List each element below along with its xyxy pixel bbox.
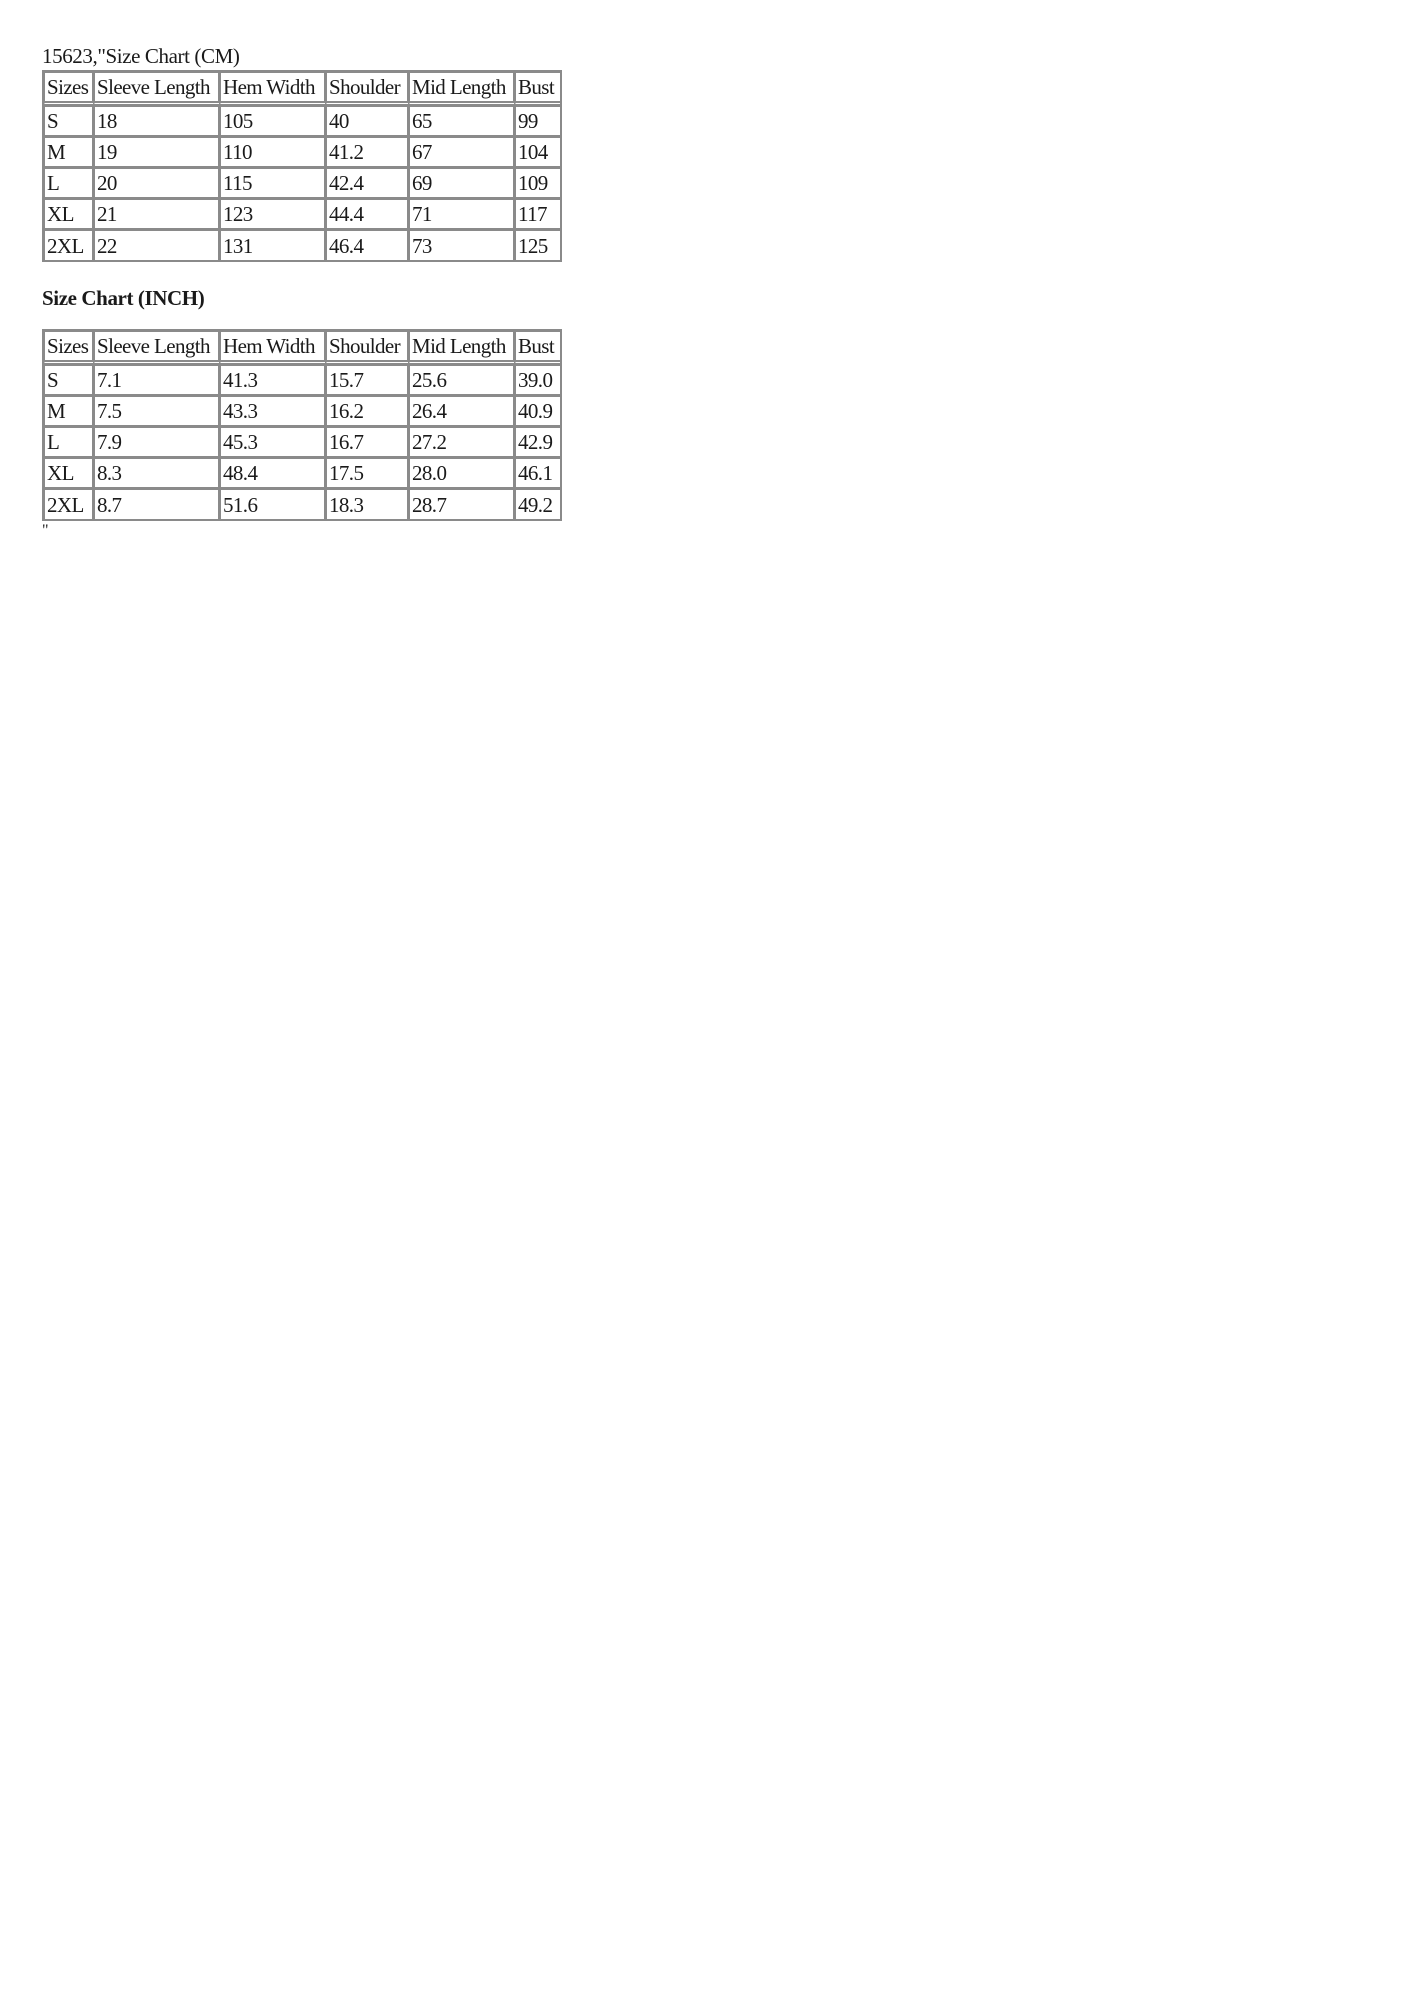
measurement-cell: 41.3 (220, 365, 326, 396)
size-cell: L (44, 427, 94, 458)
closing-quote: " (42, 522, 49, 539)
measurement-cell: 49.2 (515, 489, 560, 519)
measurement-cell: 18.3 (326, 489, 409, 519)
measurement-cell: 65 (409, 106, 515, 137)
measurement-cell: 19 (94, 137, 220, 168)
size-cell: M (44, 396, 94, 427)
measurement-cell: 73 (409, 230, 515, 260)
measurement-cell: 18 (94, 106, 220, 137)
size-cell: 2XL (44, 489, 94, 519)
measurement-cell: 8.7 (94, 489, 220, 519)
measurement-cell: 51.6 (220, 489, 326, 519)
measurement-cell: 48.4 (220, 458, 326, 489)
measurement-cell: 20 (94, 168, 220, 199)
measurement-cell: 43.3 (220, 396, 326, 427)
measurement-cell: 45.3 (220, 427, 326, 458)
measurement-cell: 115 (220, 168, 326, 199)
cm-heading: 15623,"Size Chart (CM) (42, 44, 240, 68)
size-cell: L (44, 168, 94, 199)
measurement-cell: 26.4 (409, 396, 515, 427)
column-header: Sizes (44, 72, 94, 106)
table-row (44, 199, 560, 230)
measurement-cell: 39.0 (515, 365, 560, 396)
measurement-cell: 44.4 (326, 199, 409, 230)
measurement-cell: 16.2 (326, 396, 409, 427)
table-header-row (44, 331, 560, 365)
table-row (44, 427, 560, 458)
measurement-cell: 125 (515, 230, 560, 260)
measurement-cell: 117 (515, 199, 560, 230)
measurement-cell: 46.1 (515, 458, 560, 489)
table-row (44, 458, 560, 489)
table-row (44, 365, 560, 396)
measurement-cell: 104 (515, 137, 560, 168)
table-row (44, 489, 560, 519)
column-header: Mid Length (409, 331, 515, 365)
table-row (44, 396, 560, 427)
size-cell: XL (44, 458, 94, 489)
size-cell: S (44, 106, 94, 137)
measurement-cell: 17.5 (326, 458, 409, 489)
measurement-cell: 67 (409, 137, 515, 168)
measurement-cell: 131 (220, 230, 326, 260)
measurement-cell: 99 (515, 106, 560, 137)
measurement-cell: 7.9 (94, 427, 220, 458)
column-header: Hem Width (220, 72, 326, 106)
measurement-cell: 8.3 (94, 458, 220, 489)
measurement-cell: 15.7 (326, 365, 409, 396)
document-page (42, 44, 562, 539)
column-header: Sleeve Length (94, 331, 220, 365)
inch-heading: Size Chart (INCH) (42, 286, 205, 310)
measurement-cell: 7.5 (94, 396, 220, 427)
measurement-cell: 25.6 (409, 365, 515, 396)
size-cell: XL (44, 199, 94, 230)
measurement-cell: 105 (220, 106, 326, 137)
size-cell: M (44, 137, 94, 168)
table-header-row (44, 72, 560, 106)
measurement-cell: 16.7 (326, 427, 409, 458)
size-chart-inch-table (42, 329, 562, 521)
size-chart-cm-table (42, 70, 562, 262)
table-row (44, 230, 560, 260)
measurement-cell: 41.2 (326, 137, 409, 168)
measurement-cell: 28.7 (409, 489, 515, 519)
measurement-cell: 40.9 (515, 396, 560, 427)
column-header: Sleeve Length (94, 72, 220, 106)
measurement-cell: 7.1 (94, 365, 220, 396)
measurement-cell: 22 (94, 230, 220, 260)
table-row (44, 168, 560, 199)
measurement-cell: 28.0 (409, 458, 515, 489)
measurement-cell: 40 (326, 106, 409, 137)
measurement-cell: 27.2 (409, 427, 515, 458)
table-row (44, 106, 560, 137)
column-header: Mid Length (409, 72, 515, 106)
size-cell: S (44, 365, 94, 396)
measurement-cell: 109 (515, 168, 560, 199)
size-cell: 2XL (44, 230, 94, 260)
column-header: Shoulder (326, 331, 409, 365)
column-header: Hem Width (220, 331, 326, 365)
column-header: Shoulder (326, 72, 409, 106)
measurement-cell: 123 (220, 199, 326, 230)
measurement-cell: 110 (220, 137, 326, 168)
measurement-cell: 69 (409, 168, 515, 199)
size-chart-inch-body (44, 331, 560, 519)
measurement-cell: 46.4 (326, 230, 409, 260)
column-header: Sizes (44, 331, 94, 365)
measurement-cell: 21 (94, 199, 220, 230)
measurement-cell: 42.4 (326, 168, 409, 199)
column-header: Bust (515, 331, 560, 365)
measurement-cell: 42.9 (515, 427, 560, 458)
column-header: Bust (515, 72, 560, 106)
size-chart-cm-body (44, 72, 560, 260)
table-row (44, 137, 560, 168)
measurement-cell: 71 (409, 199, 515, 230)
